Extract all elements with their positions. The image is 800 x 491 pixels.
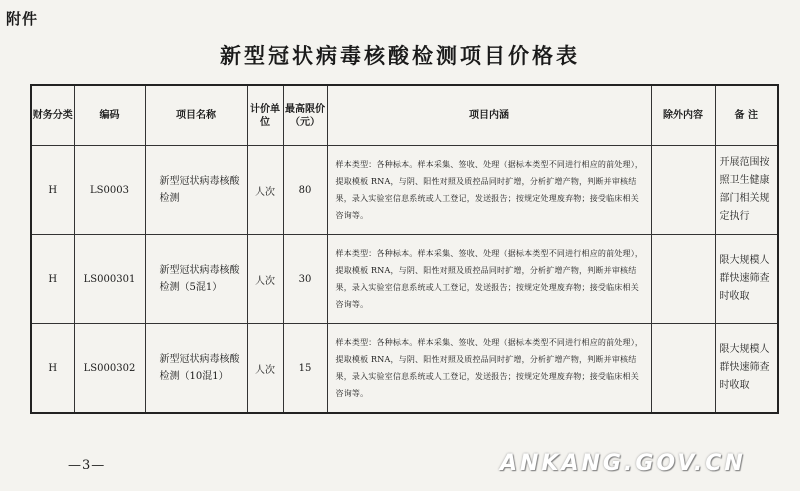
header-category: 财务分类 [31, 85, 74, 146]
cell-content: 样本类型：各种标本。样本采集、签收、处理（据标本类型不同进行相应的前处理），提取模板 RNA，与阴、阳性对照及质控品同时扩增，分析扩增产物，判断并审核结果，录入实验室信息系统或人工登记，发送报告；按规定处理废弃物；接受临床相关咨询等。 [327, 235, 651, 324]
table-row [31, 324, 778, 414]
site-watermark: ANKANG.GOV.CN [500, 451, 746, 476]
cell-content: 样本类型：各种标本。样本采集、签收、处理（据标本类型不同进行相应的前处理），提取模板 RNA，与阴、阳性对照及质控品同时扩增，分析扩增产物，判断并审核结果，录入实验室信息系统或人工登记，发送报告；按规定处理废弃物；接受临床相关咨询等。 [327, 324, 651, 414]
cell-code: LS000301 [74, 235, 145, 324]
cell-code: LS0003 [74, 146, 145, 235]
cell-name: 新型冠状病毒核酸检测 [145, 146, 247, 235]
cell-unit: 人次 [247, 324, 283, 414]
price-table [30, 84, 779, 414]
cell-price: 15 [283, 324, 327, 414]
cell-excluded [651, 146, 715, 235]
cell-price: 80 [283, 146, 327, 235]
header-content: 项目内涵 [327, 85, 651, 146]
cell-content: 样本类型：各种标本。样本采集、签收、处理（据标本类型不同进行相应的前处理），提取模板 RNA，与阴、阳性对照及质控品同时扩增，分析扩增产物，判断并审核结果，录入实验室信息系统或人工登记，发送报告；按规定处理废弃物；接受临床相关咨询等。 [327, 146, 651, 235]
header-price: 最高限价（元） [283, 85, 327, 146]
table-header-row [31, 85, 778, 146]
cell-category: H [31, 146, 74, 235]
cell-category: H [31, 235, 74, 324]
cell-excluded [651, 235, 715, 324]
table-row [31, 146, 778, 235]
cell-unit: 人次 [247, 146, 283, 235]
cell-excluded [651, 324, 715, 414]
header-remark: 备 注 [715, 85, 778, 146]
cell-remark: 限大规模人群快速筛查时收取 [715, 235, 778, 324]
table-row [31, 235, 778, 324]
cell-remark: 开展范围按照卫生健康部门相关规定执行 [715, 146, 778, 235]
page-title: 新型冠状病毒核酸检测项目价格表 [220, 44, 580, 68]
cell-code: LS000302 [74, 324, 145, 414]
cell-name: 新型冠状病毒核酸检测（10混1） [145, 324, 247, 414]
header-excluded: 除外内容 [651, 85, 715, 146]
cell-category: H [31, 324, 74, 414]
cell-unit: 人次 [247, 235, 283, 324]
header-code: 编码 [74, 85, 145, 146]
header-unit: 计价单位 [247, 85, 283, 146]
attachment-label: 附件 [6, 10, 39, 28]
cell-price: 30 [283, 235, 327, 324]
cell-name: 新型冠状病毒核酸检测（5混1） [145, 235, 247, 324]
header-name: 项目名称 [145, 85, 247, 146]
page-number: —3— [68, 458, 106, 473]
cell-remark: 限大规模人群快速筛查时收取 [715, 324, 778, 414]
